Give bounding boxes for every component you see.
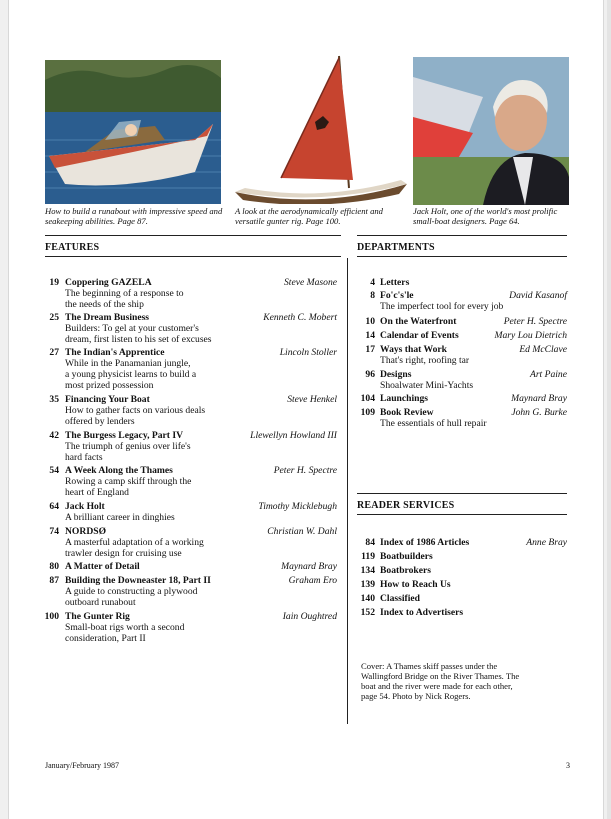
department-author: John G. Burke [511, 407, 567, 418]
feature-description: How to gather facts on various deals offered by lenders [65, 405, 206, 427]
jack-holt-caption: Jack Holt, one of the world's most prolific small-boat designers. Page 64. [413, 206, 558, 226]
department-author: Art Paine [529, 369, 567, 380]
reader-service-page-number: 139 [360, 579, 375, 590]
department-author: Ed McClave [519, 344, 567, 355]
department-title: Letters [380, 277, 410, 288]
department-page-number: 109 [360, 407, 375, 418]
reader-service-page-number: 140 [360, 593, 375, 604]
feature-title: Jack Holt [65, 501, 105, 512]
feature-author: Peter H. Spectre [273, 465, 337, 476]
reader-service-page-number: 119 [361, 551, 375, 562]
feature-title: Building the Downeaster 18, Part II [65, 575, 211, 586]
feature-page-number: 35 [49, 394, 59, 405]
department-title: Designs [380, 369, 412, 380]
department-page-number: 96 [365, 369, 375, 380]
department-description: That's right, roofing tar [380, 355, 470, 366]
feature-description: While in the Panamanian jungle, a young physicist learns to build a most prized possession [65, 358, 197, 391]
runabout-image [45, 60, 221, 204]
feature-author: Maynard Bray [281, 561, 337, 572]
department-page-number: 14 [365, 330, 375, 341]
feature-page-number: 54 [49, 465, 59, 476]
feature-page-number: 74 [49, 526, 59, 537]
feature-page-number: 64 [49, 501, 59, 512]
feature-page-number: 87 [49, 575, 59, 586]
feature-title: Coppering GAZELA [65, 277, 152, 288]
department-description: Shoalwater Mini-Yachts [380, 380, 474, 391]
reader-service-title: Index to Advertisers [380, 607, 464, 618]
department-author: Mary Lou Dietrich [494, 330, 567, 341]
feature-page-number: 25 [49, 312, 59, 323]
feature-page-number: 100 [44, 611, 59, 622]
feature-author: Graham Ero [288, 575, 337, 586]
reader-service-page-number: 152 [360, 607, 375, 618]
feature-description: Small-boat rigs worth a second consideration, Part II [65, 622, 185, 644]
issue-date: January/February 1987 [45, 761, 119, 770]
portrait-image [413, 57, 569, 205]
column-divider [347, 258, 348, 724]
feature-title: The Indian's Apprentice [65, 347, 165, 358]
reader-service-title: Boatbrokers [380, 565, 431, 576]
reader-services-heading: READER SERVICES [357, 500, 455, 511]
gunter-rig-photo [231, 52, 407, 204]
feature-description: A guide to constructing a plywood outboard runabout [65, 586, 198, 608]
runabout-caption: How to build a runabout with impressive speed and seakeeping abilities. Page 87. [45, 206, 223, 226]
departments-bottom-rule [357, 256, 567, 257]
feature-title: A Matter of Detail [65, 561, 140, 572]
cover-note-page-ref: page 54. [361, 691, 391, 701]
reader-service-page-number: 84 [365, 537, 375, 548]
department-title: Fo'c's'le [380, 290, 414, 301]
cover-note-text: Cover: A Thames skiff passes under the Wallingford Bridge on the River Thames. The boat and the river were made for each other, [361, 661, 520, 691]
reader-service-title: Boatbuilders [380, 551, 433, 562]
runabout-photo [45, 60, 221, 204]
feature-title: The Dream Business [65, 312, 150, 323]
feature-author: Iain Oughtred [282, 611, 337, 622]
reader-service-title: How to Reach Us [380, 579, 451, 590]
feature-author: Llewellyn Howland III [250, 430, 337, 441]
department-title: Book Review [380, 407, 434, 418]
department-title: On the Waterfront [380, 316, 457, 327]
feature-title: NORDSØ [65, 526, 107, 537]
department-title: Ways that Work [380, 344, 447, 355]
reader-service-title: Classified [380, 593, 420, 604]
feature-author: Christian W. Dahl [267, 526, 337, 537]
cover-photo-credit: Photo by Nick Rogers. [392, 691, 471, 701]
reader-service-page-number: 134 [360, 565, 375, 576]
department-description: The essentials of hull repair [380, 418, 487, 429]
scrollbar[interactable] [607, 0, 611, 819]
feature-description: The triumph of genius over life's hard facts [65, 441, 191, 463]
department-title: Calendar of Events [380, 330, 459, 341]
department-title: Launchings [380, 393, 428, 404]
feature-description: Builders: To gel at your customer's dream, first listen to his set of excuses [65, 323, 212, 345]
reader-services-bottom-rule [357, 514, 567, 515]
page-number: 3 [566, 761, 570, 770]
feature-author: Kenneth C. Mobert [263, 312, 337, 323]
features-heading: FEATURES [45, 242, 100, 253]
jack-holt-photo [413, 57, 569, 205]
features-top-rule [45, 235, 341, 236]
department-author: Maynard Bray [511, 393, 567, 404]
feature-page-number: 19 [49, 277, 59, 288]
department-author: Peter H. Spectre [503, 316, 567, 327]
feature-title: A Week Along the Thames [65, 465, 173, 476]
feature-description: Rowing a camp skiff through the heart of England [65, 476, 192, 498]
gunter-rig-caption: A look at the aerodynamically efficient and versatile gunter rig. Page 100. [235, 206, 383, 226]
department-page-number: 4 [370, 277, 375, 288]
feature-page-number: 27 [49, 347, 59, 358]
department-page-number: 8 [370, 290, 375, 301]
departments-heading: DEPARTMENTS [357, 242, 435, 253]
feature-author: Timothy Micklebugh [258, 501, 337, 512]
feature-author: Steve Masone [283, 277, 337, 288]
feature-description: The beginning of a response to the needs of the ship [65, 288, 184, 310]
cover-note [361, 661, 529, 701]
feature-description: A brilliant career in dinghies [65, 512, 175, 523]
reader-service-author: Anne Bray [526, 537, 567, 548]
magazine-page [8, 0, 604, 819]
feature-title: The Gunter Rig [65, 611, 130, 622]
feature-title: The Burgess Legacy, Part IV [65, 430, 184, 441]
feature-page-number: 42 [49, 430, 59, 441]
feature-author: Lincoln Stoller [279, 347, 337, 358]
department-page-number: 17 [365, 344, 375, 355]
features-bottom-rule [45, 256, 341, 257]
department-description: The imperfect tool for every job [380, 301, 504, 312]
reader-services-top-rule [357, 493, 567, 494]
feature-description: A masterful adaptation of a working trawler design for cruising use [65, 537, 204, 559]
feature-page-number: 80 [49, 561, 59, 572]
department-author: David Kasanof [509, 290, 567, 301]
gunter-sail-image [231, 52, 407, 204]
feature-author: Steve Henkel [287, 394, 337, 405]
department-page-number: 10 [365, 316, 375, 327]
departments-top-rule [357, 235, 567, 236]
reader-service-title: Index of 1986 Articles [380, 537, 470, 548]
feature-title: Financing Your Boat [65, 394, 150, 405]
department-page-number: 104 [360, 393, 375, 404]
